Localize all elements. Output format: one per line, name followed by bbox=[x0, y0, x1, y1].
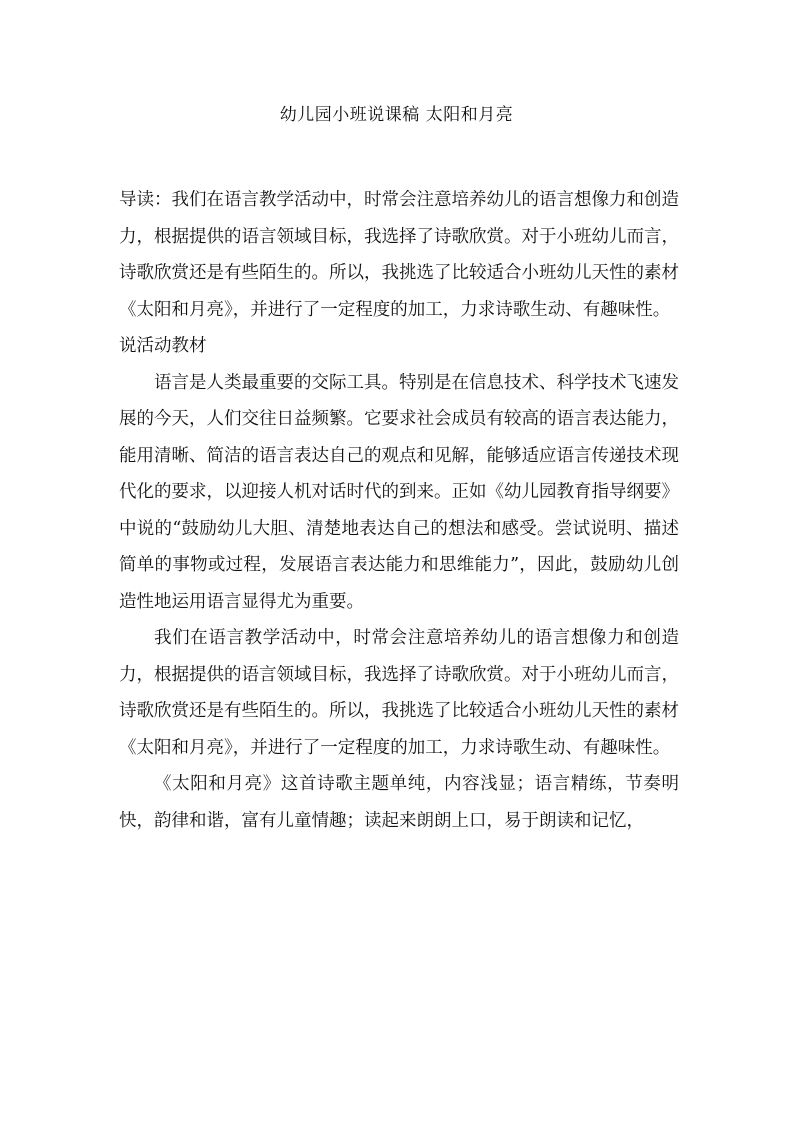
intro-paragraph: 导读：我们在语言教学活动中，时常会注意培养幼儿的语言想像力和创造力，根据提供的语言领域目标，我选择了诗歌欣赏。对于小班幼儿而言，诗歌欣赏还是有些陌生的。所以，我挑选了比较适合小班幼儿天性的素材《太阳和月亮》，并进行了一定程度的加工，力求诗歌生动、有趣味性。 bbox=[119, 190, 679, 320]
body-paragraph: 语言是人类最重要的交际工具。特别是在信息技术、科学技术飞速发展的今天，人们交往日益频繁。它要求社会成员有较高的语言表达能力，能用清晰、简洁的语言表达自己的观点和见解，能够适应语言传递技术现代化的要求，以迎接人机对话时代的到来。正如《幼儿园教育指导纲要》中说的“鼓励幼儿大胆、清楚地表达自己的想法和感受。尝试说明、描述简单的事物或过程，发展语言表达能力和思维能力”，因此，鼓励幼儿创造性地运用语言显得尤为重要。 bbox=[119, 372, 679, 612]
document-title: 幼儿园小班说课稿 太阳和月亮 bbox=[279, 105, 514, 125]
document-body bbox=[119, 182, 679, 839]
section-heading: 说活动教材 bbox=[119, 336, 207, 356]
body-paragraph: 我们在语言教学活动中，时常会注意培养幼儿的语言想像力和创造力，根据提供的语言领域目标，我选择了诗歌欣赏。对于小班幼儿而言，诗歌欣赏还是有些陌生的。所以，我挑选了比较适合小班幼儿天性的素材《太阳和月亮》，并进行了一定程度的加工，力求诗歌生动、有趣味性。 bbox=[119, 628, 679, 758]
body-paragraph: 《太阳和月亮》这首诗歌主题单纯，内容浅显；语言精练，节奏明快，韵律和谐，富有儿童情趣；读起来朗朗上口，易于朗读和记忆， bbox=[119, 774, 679, 831]
